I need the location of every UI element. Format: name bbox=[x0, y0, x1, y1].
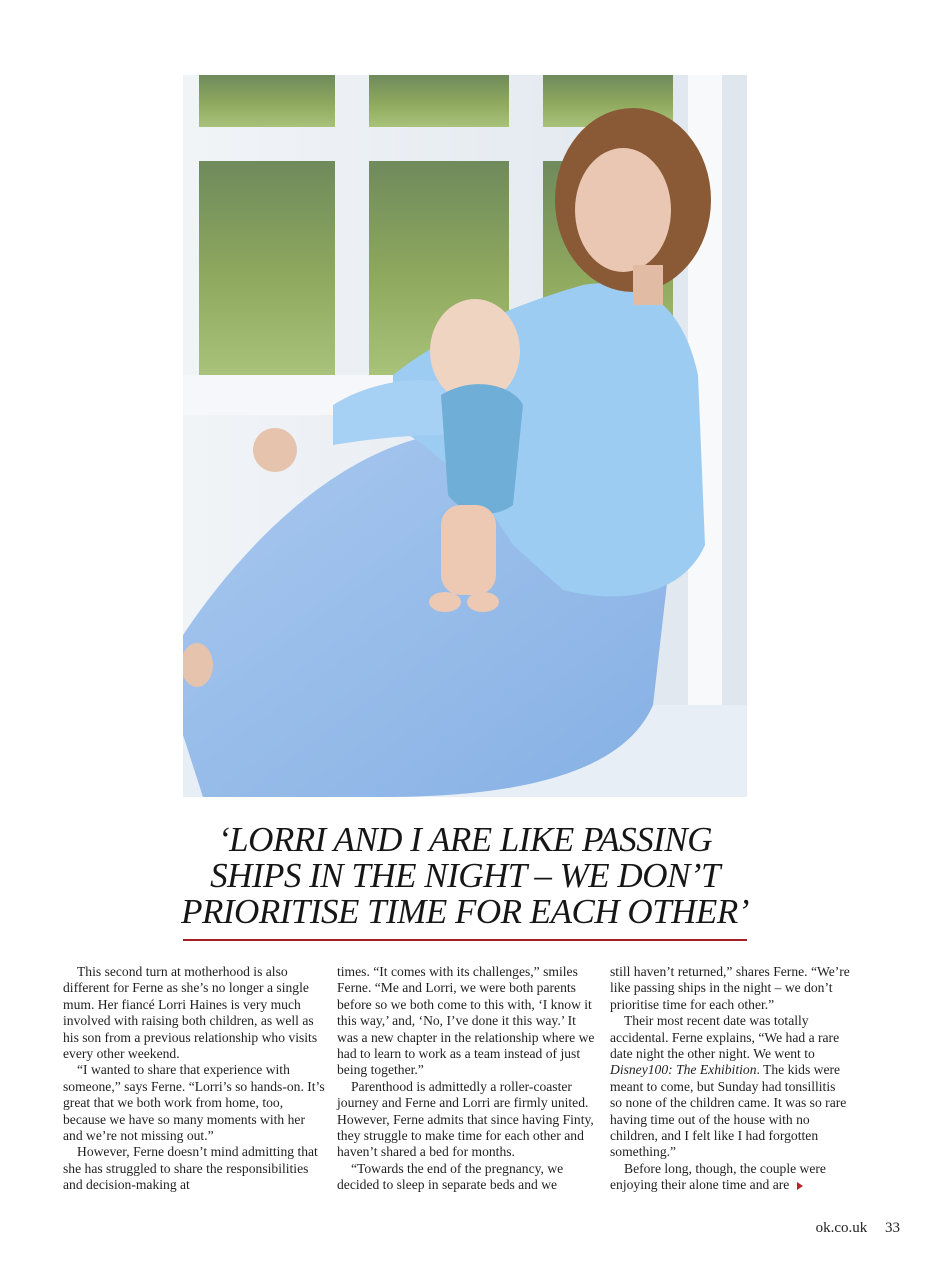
continue-arrow-icon bbox=[797, 1182, 803, 1190]
paragraph-text: Before long, though, the couple were enjoying their alone time and are bbox=[610, 1160, 826, 1193]
article-column-3 bbox=[610, 964, 850, 1194]
red-divider bbox=[183, 939, 747, 941]
paragraph-text: . The kids were meant to come, but Sunday had tonsillitis so none of the children came. It was so rare having time out of the house with no children, and I felt like I had forgotten something.” bbox=[610, 1062, 847, 1160]
page-footer bbox=[816, 1220, 900, 1237]
paragraph: Parenthood is admittedly a roller-coaster journey and Ferne and Lorri are firmly united. However, Ferne admits that since having Finty, they struggle to make time for each other and haven’t shared a bed for months. bbox=[337, 1078, 594, 1160]
paragraph-text: Their most recent date was totally accidental. Ferne explains, “We had a rare date night the other night. We went to bbox=[610, 1013, 840, 1062]
pull-quote-line: ‘LORRI AND I ARE LIKE PASSING bbox=[218, 820, 712, 859]
photo-illustration bbox=[183, 75, 747, 797]
pull-quote bbox=[150, 822, 780, 930]
pull-quote-line: PRIORITISE TIME FOR EACH OTHER’ bbox=[181, 892, 749, 931]
site-url: ok.co.uk bbox=[815, 1220, 868, 1236]
page-number: 33 bbox=[885, 1220, 900, 1236]
paragraph: However, Ferne doesn’t mind admitting that she has struggled to share the responsibilities and decision-making at bbox=[63, 1144, 318, 1193]
woman-face bbox=[575, 148, 671, 272]
paragraph: “I wanted to share that experience with someone,” says Ferne. “Lorri’s so hands-on. It’s great that we both work from home, too, because we have so many moments with her and we’re not missing out.” bbox=[63, 1062, 325, 1144]
article-column-1 bbox=[63, 964, 325, 1194]
hero-photo bbox=[183, 75, 747, 797]
paragraph bbox=[610, 1013, 850, 1161]
paragraph: “Towards the end of the pregnancy, we decided to sleep in separate beds and we bbox=[337, 1160, 564, 1193]
paragraph: still haven’t returned,” shares Ferne. “We’re like passing ships in the night – we don’t prioritise time for each other.” bbox=[610, 964, 850, 1012]
paragraph bbox=[610, 1161, 850, 1194]
exhibition-title: Disney100: The Exhibition bbox=[610, 1062, 757, 1078]
pull-quote-line: SHIPS IN THE NIGHT – WE DON’T bbox=[210, 856, 720, 895]
article-column-2 bbox=[337, 964, 599, 1194]
paragraph: This second turn at motherhood is also different for Ferne as she’s no longer a single mum. Her fiancé Lorri Haines is very much involved with raising both children, as well as his son from a previous relationship who visits every other weekend. bbox=[63, 964, 318, 1062]
paragraph: times. “It comes with its challenges,” smiles Ferne. “Me and Lorri, we were both parents before so we both come to this with, ‘I know it this way,’ and, ‘No, I’ve done it this way.’ It was a new chapter in the relationship where we had to learn to work as a team instead of just being together.” bbox=[337, 964, 595, 1078]
